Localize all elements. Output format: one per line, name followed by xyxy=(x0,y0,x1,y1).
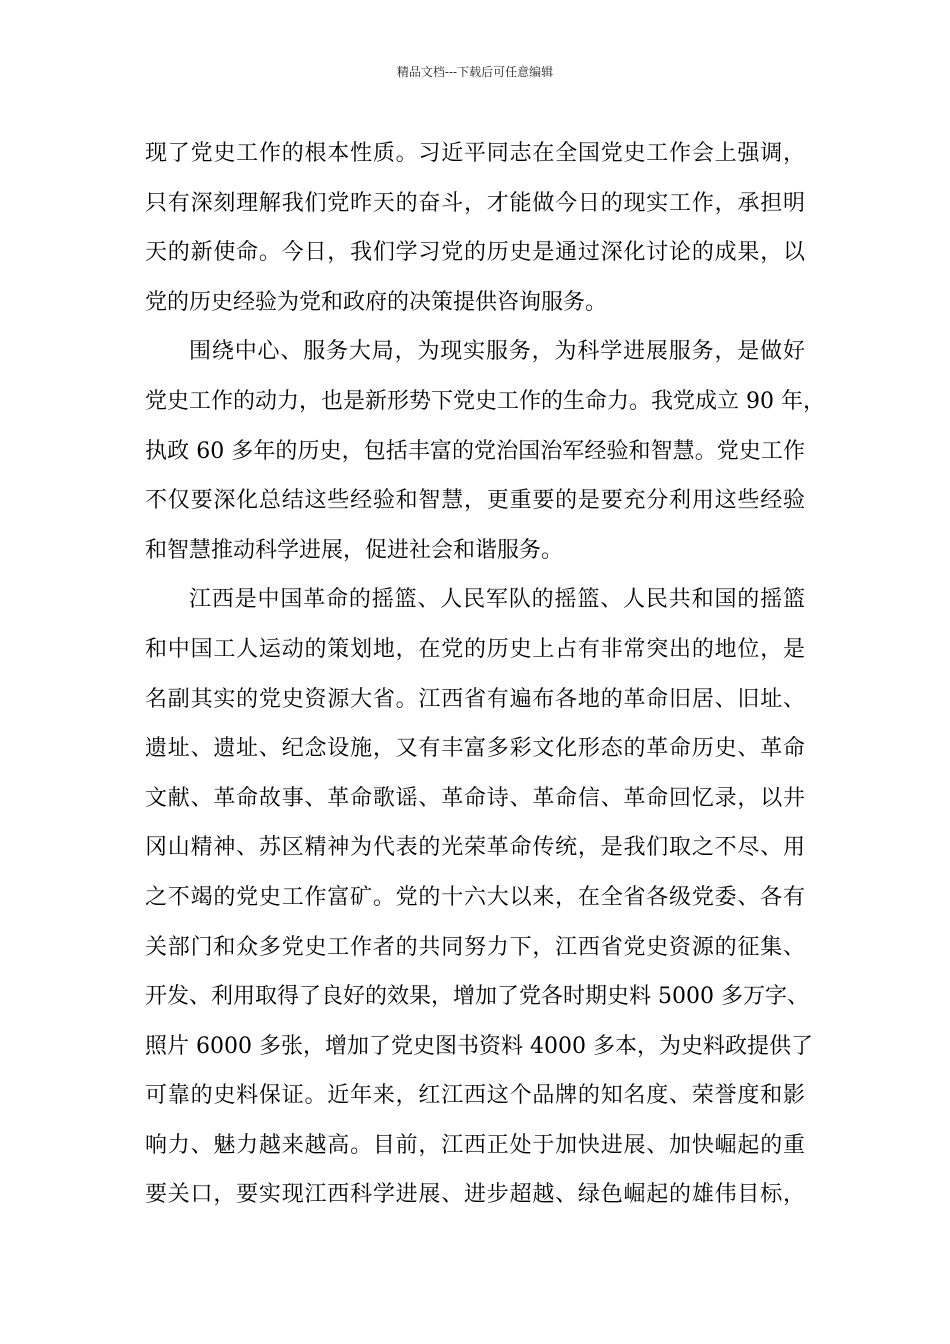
page-header: 精品文档---下载后可任意编辑 xyxy=(396,65,554,79)
text-line: 和智慧推动科学进展，促进社会和谐服务。 xyxy=(145,537,564,563)
text-line: 照片 6000 多张，增加了党史图书资料 4000 多本，为史料政提供了 xyxy=(145,1033,813,1059)
text-line: 可靠的史料保证。近年来，红江西这个品牌的知名度、荣誉度和影 xyxy=(145,1083,805,1109)
text-line: 只有深刻理解我们党昨天的奋斗，才能做今日的现实工作，承担明 xyxy=(145,190,805,216)
text-line: 文献、革命故事、革命歌谣、革命诗、革命信、革命回忆录，以井 xyxy=(145,785,805,811)
text-line: 要关口，要实现江西科学进展、进步超越、绿色崛起的雄伟目标， xyxy=(145,1182,805,1208)
text-line: 关部门和众多党史工作者的共同努力下，江西省党史资源的征集、 xyxy=(145,934,805,960)
text-line: 开发、利用取得了良好的效果，增加了党各时期史料 5000 多万字、 xyxy=(145,984,809,1010)
document-body xyxy=(145,129,825,1220)
text-line: 不仅要深化总结这些经验和智慧，更重要的是要充分利用这些经验 xyxy=(145,488,805,514)
text-line: 冈山精神、苏区精神为代表的光荣革命传统，是我们取之不尽、用 xyxy=(145,835,805,861)
text-line: 响力、魅力越来越高。目前，江西正处于加快进展、加快崛起的重 xyxy=(145,1132,805,1158)
text-line: 名副其实的党史资源大省。江西省有遍布各地的革命旧居、旧址、 xyxy=(145,686,805,712)
text-line: 执政 60 多年的历史，包括丰富的党治国治军经验和智慧。党史工作 xyxy=(145,438,805,464)
text-line: 党的历史经验为党和政府的决策提供咨询服务。 xyxy=(145,289,608,315)
text-line: 遗址、遗址、纪念设施，又有丰富多彩文化形态的革命历史、革命 xyxy=(145,736,805,762)
text-line: 江西是中国革命的摇篮、人民军队的摇篮、人民共和国的摇篮 xyxy=(189,587,805,613)
text-line: 天的新使命。今日，我们学习党的历史是通过深化讨论的成果，以 xyxy=(145,240,805,266)
paragraph-3 xyxy=(145,575,813,1220)
text-line: 现了党史工作的根本性质。习近平同志在全国党史工作会上强调， xyxy=(145,141,805,166)
paragraph-1 xyxy=(145,129,805,327)
text-line: 之不竭的党史工作富矿。党的十六大以来，在全省各级党委、各有 xyxy=(145,884,805,910)
text-line: 和中国工人运动的策划地，在党的历史上占有非常突出的地位，是 xyxy=(145,636,805,662)
text-line: 围绕中心、服务大局，为现实服务，为科学进展服务，是做好 xyxy=(189,339,805,365)
paragraph-2 xyxy=(145,327,825,575)
text-line: 党史工作的动力，也是新形势下党史工作的生命力。我党成立 90 年， xyxy=(145,388,825,414)
